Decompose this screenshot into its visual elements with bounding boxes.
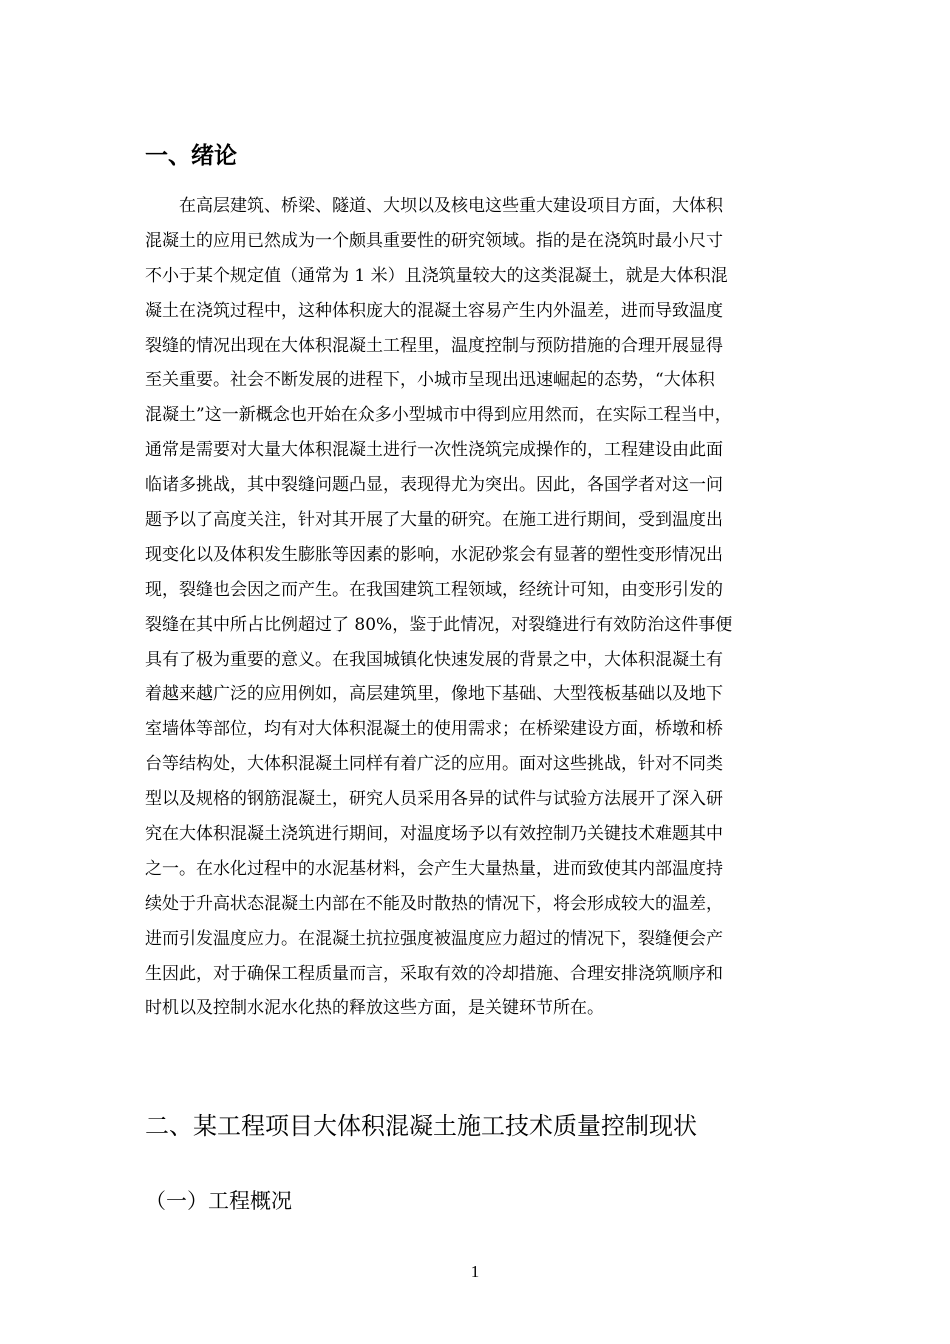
paragraph-line: 现，裂缝也会因之而产生。在我国建筑工程领域，经统计可知，由变形引发的 bbox=[145, 579, 723, 600]
page-number: 1 bbox=[470, 1262, 480, 1281]
section-heading-quality-control: 二、某工程项目大体积混凝土施工技术质量控制现状 bbox=[145, 1112, 697, 1140]
paragraph-line: 台等结构处，大体积混凝土同样有着广泛的应用。面对这些挑战，针对不同类 bbox=[145, 754, 723, 775]
paragraph-line: 着越来越广泛的应用例如，高层建筑里，像地下基础、大型筏板基础以及地下 bbox=[145, 684, 723, 705]
paragraph-line: 之一。在水化过程中的水泥基材料，会产生大量热量，进而致使其内部温度持 bbox=[145, 858, 723, 879]
paragraph-line: 至关重要。社会不断发展的进程下，小城市呈现出迅速崛起的态势，“大体积 bbox=[145, 370, 715, 391]
paragraph-line: 凝土在浇筑过程中，这种体积庞大的混凝土容易产生内外温差，进而导致温度 bbox=[145, 300, 723, 321]
paragraph-line: 裂缝的情况出现在大体积混凝土工程里，温度控制与预防措施的合理开展显得 bbox=[145, 335, 723, 356]
paragraph-line: 时机以及控制水泥水化热的释放这些方面，是关键环节所在。 bbox=[145, 998, 604, 1019]
paragraph-line: 混凝土”这一新概念也开始在众多小型城市中得到应用然而，在实际工程当中， bbox=[145, 405, 732, 426]
section-heading-introduction: 一、绪论 bbox=[145, 143, 237, 169]
paragraph-line: 在高层建筑、桥梁、隧道、大坝以及核电这些重大建设项目方面，大体积 bbox=[145, 196, 723, 216]
paragraph-line: 裂缝在其中所占比例超过了 80%，鉴于此情况，对裂缝进行有效防治这件事便 bbox=[145, 614, 733, 635]
paragraph-line: 通常是需要对大量大体积混凝土进行一次性浇筑完成操作的，工程建设由此面 bbox=[145, 440, 723, 461]
paragraph-line: 生因此，对于确保工程质量而言，采取有效的冷却措施、合理安排浇筑顺序和 bbox=[145, 963, 723, 984]
introduction-paragraph bbox=[145, 189, 825, 1026]
paragraph-line: 进而引发温度应力。在混凝土抗拉强度被温度应力超过的情况下，裂缝便会产 bbox=[145, 928, 723, 949]
paragraph-line: 混凝土的应用已然成为一个颇具重要性的研究领域。指的是在浇筑时最小尺寸 bbox=[145, 230, 723, 251]
paragraph-line: 现变化以及体积发生膨胀等因素的影响，水泥砂浆会有显著的塑性变形情况出 bbox=[145, 544, 723, 565]
paragraph-line: 不小于某个规定值（通常为 1 米）且浇筑量较大的这类混凝土，就是大体积混 bbox=[145, 265, 728, 286]
paragraph-line: 续处于升高状态混凝土内部在不能及时散热的情况下，将会形成较大的温差， bbox=[145, 893, 723, 914]
subsection-heading-project-overview: （一）工程概况 bbox=[145, 1189, 292, 1213]
paragraph-line: 室墙体等部位，均有对大体积混凝土的使用需求；在桥梁建设方面，桥墩和桥 bbox=[145, 719, 723, 740]
paragraph-line: 具有了极为重要的意义。在我国城镇化快速发展的背景之中，大体积混凝土有 bbox=[145, 649, 723, 670]
paragraph-line: 临诸多挑战，其中裂缝问题凸显，表现得尤为突出。因此，各国学者对这一问 bbox=[145, 475, 723, 496]
paragraph-line: 题予以了高度关注，针对其开展了大量的研究。在施工进行期间，受到温度出 bbox=[145, 510, 723, 531]
paragraph-line: 型以及规格的钢筋混凝土，研究人员采用各异的试件与试验方法展开了深入研 bbox=[145, 789, 723, 810]
paragraph-line: 究在大体积混凝土浇筑进行期间，对温度场予以有效控制乃关键技术难题其中 bbox=[145, 824, 723, 845]
